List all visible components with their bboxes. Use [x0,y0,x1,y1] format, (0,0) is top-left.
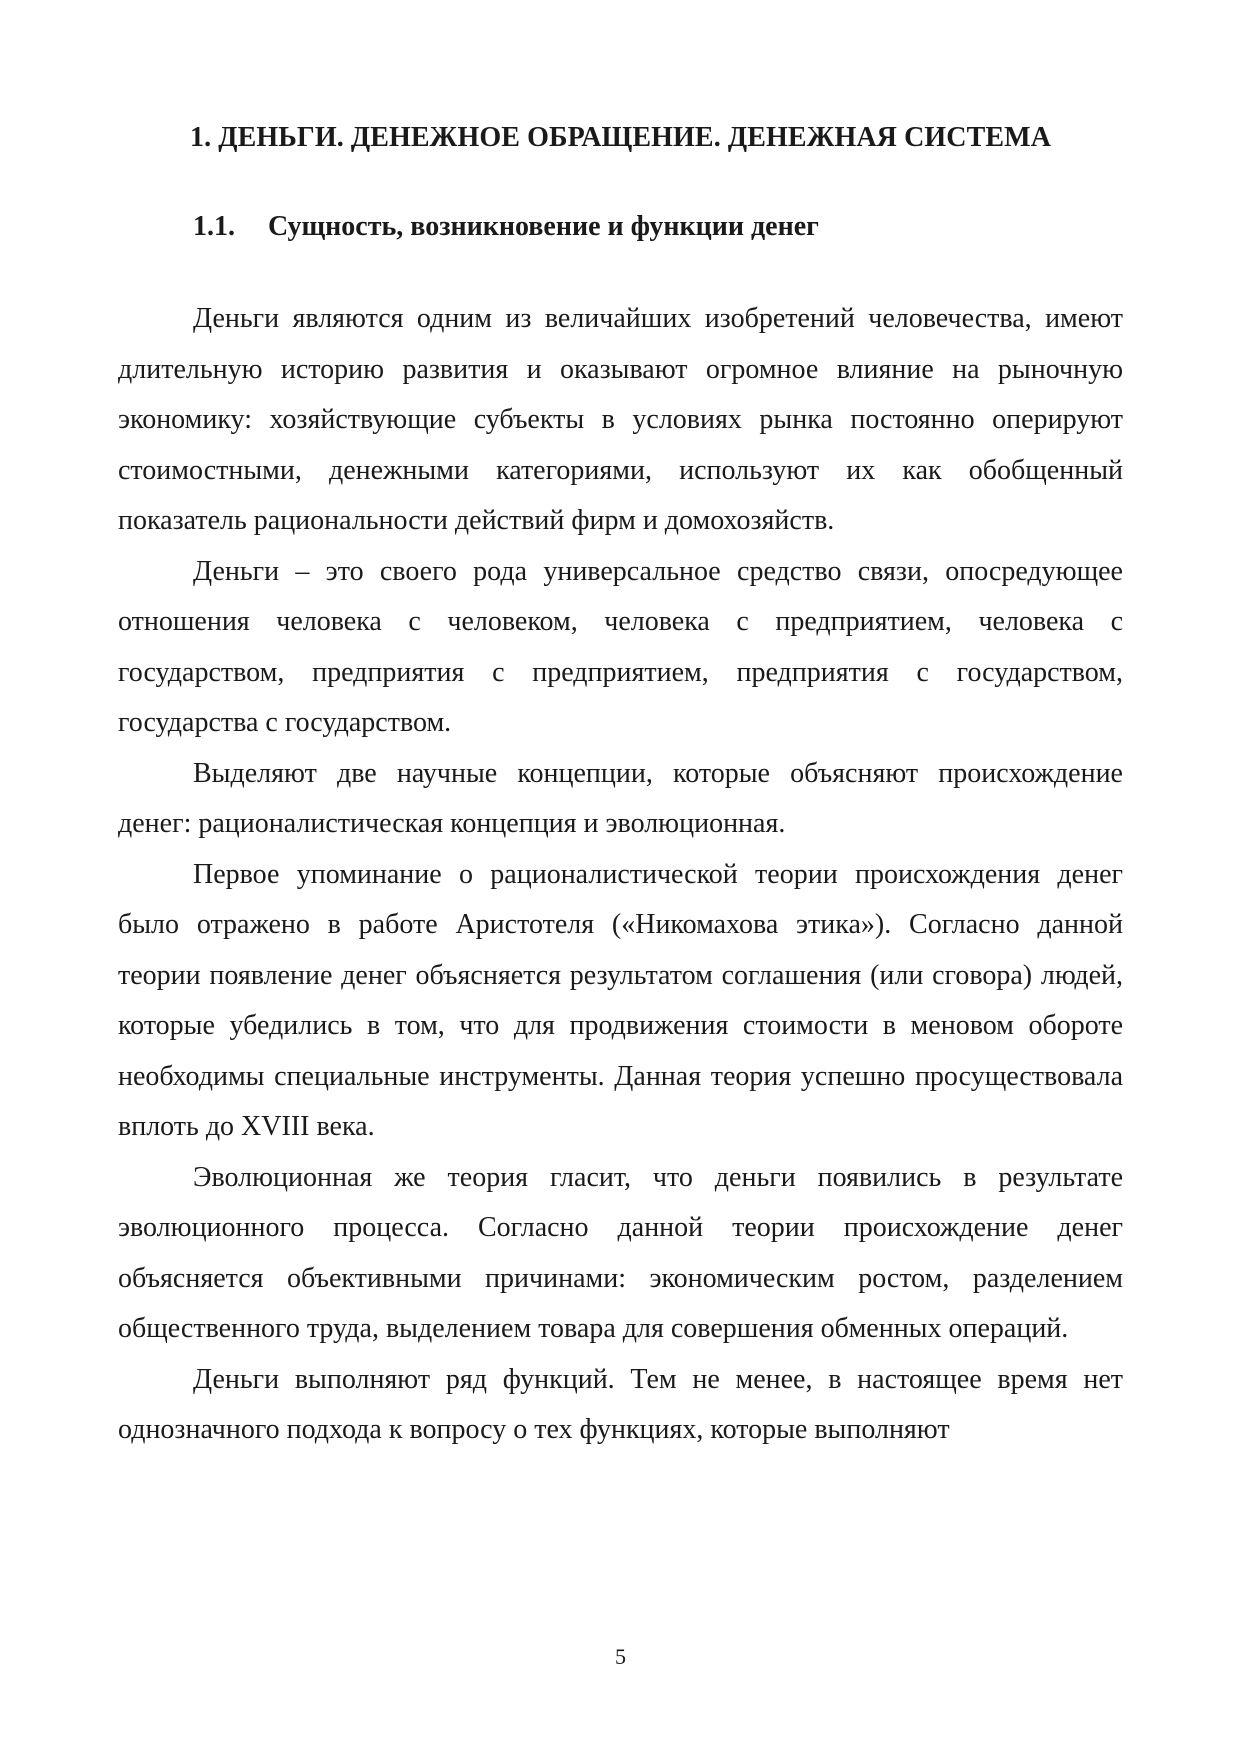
paragraph: Деньги – это своего рода универсальное средство связи, опосредующее отношения человека с человеком, человека с предприятием, человека с государством, предприятия с предприятием, предприятия с государством, государства с государством. [118,555,1123,738]
paragraph: Первое упоминание о рационалистической теории происхождения денег было отражено в работе Аристотеля («Никомахова этика»). Согласно данной теории появление денег объясняется результатом соглашения (или сговора) людей, которые убедились в том, что для продвижения стоимости в меновом обороте необходимы специальные инструменты. Данная теория успешно просуществовала вплоть до XVIII века. [118,858,1123,1142]
paragraph: Деньги выполняют ряд функций. Тем не менее, в настоящее время нет однозначного подхода к вопросу о тех функциях, которые выполняют [118,1363,1123,1445]
chapter-title: 1. ДЕНЬГИ. ДЕНЕЖНОЕ ОБРАЩЕНИЕ. ДЕНЕЖНАЯ СИСТЕМА [189,122,1052,153]
page-number: 5 [615,1644,626,1669]
section-heading [193,207,819,247]
paragraph: Эволюционная же теория гласит, что деньги появились в результате эволюционного процесса. Согласно данной теории происхождение денег объясняется объективными причинами: экономическим ростом, разделением общественного труда, выделением товара для совершения обменных операций. [118,1161,1123,1344]
paragraph: Деньги являются одним из величайших изобретений человечества, имеют длительную историю развития и оказывают огромное влияние на рыночную экономику: хозяйствующие субъекты в условиях рынка постоянно оперируют стоимостными, денежными категориями, используют их как обобщенный показатель рациональности действий фирм и домохозяйств. [118,303,1123,536]
section-title: Сущность, возникновение и функции денег [268,211,819,242]
paragraph: Выделяют две научные концепции, которые объясняют происхождение денег: рационалистическая концепция и эволюционная. [118,757,1123,839]
body-text [118,294,1123,1456]
section-number: 1.1. [193,211,235,242]
